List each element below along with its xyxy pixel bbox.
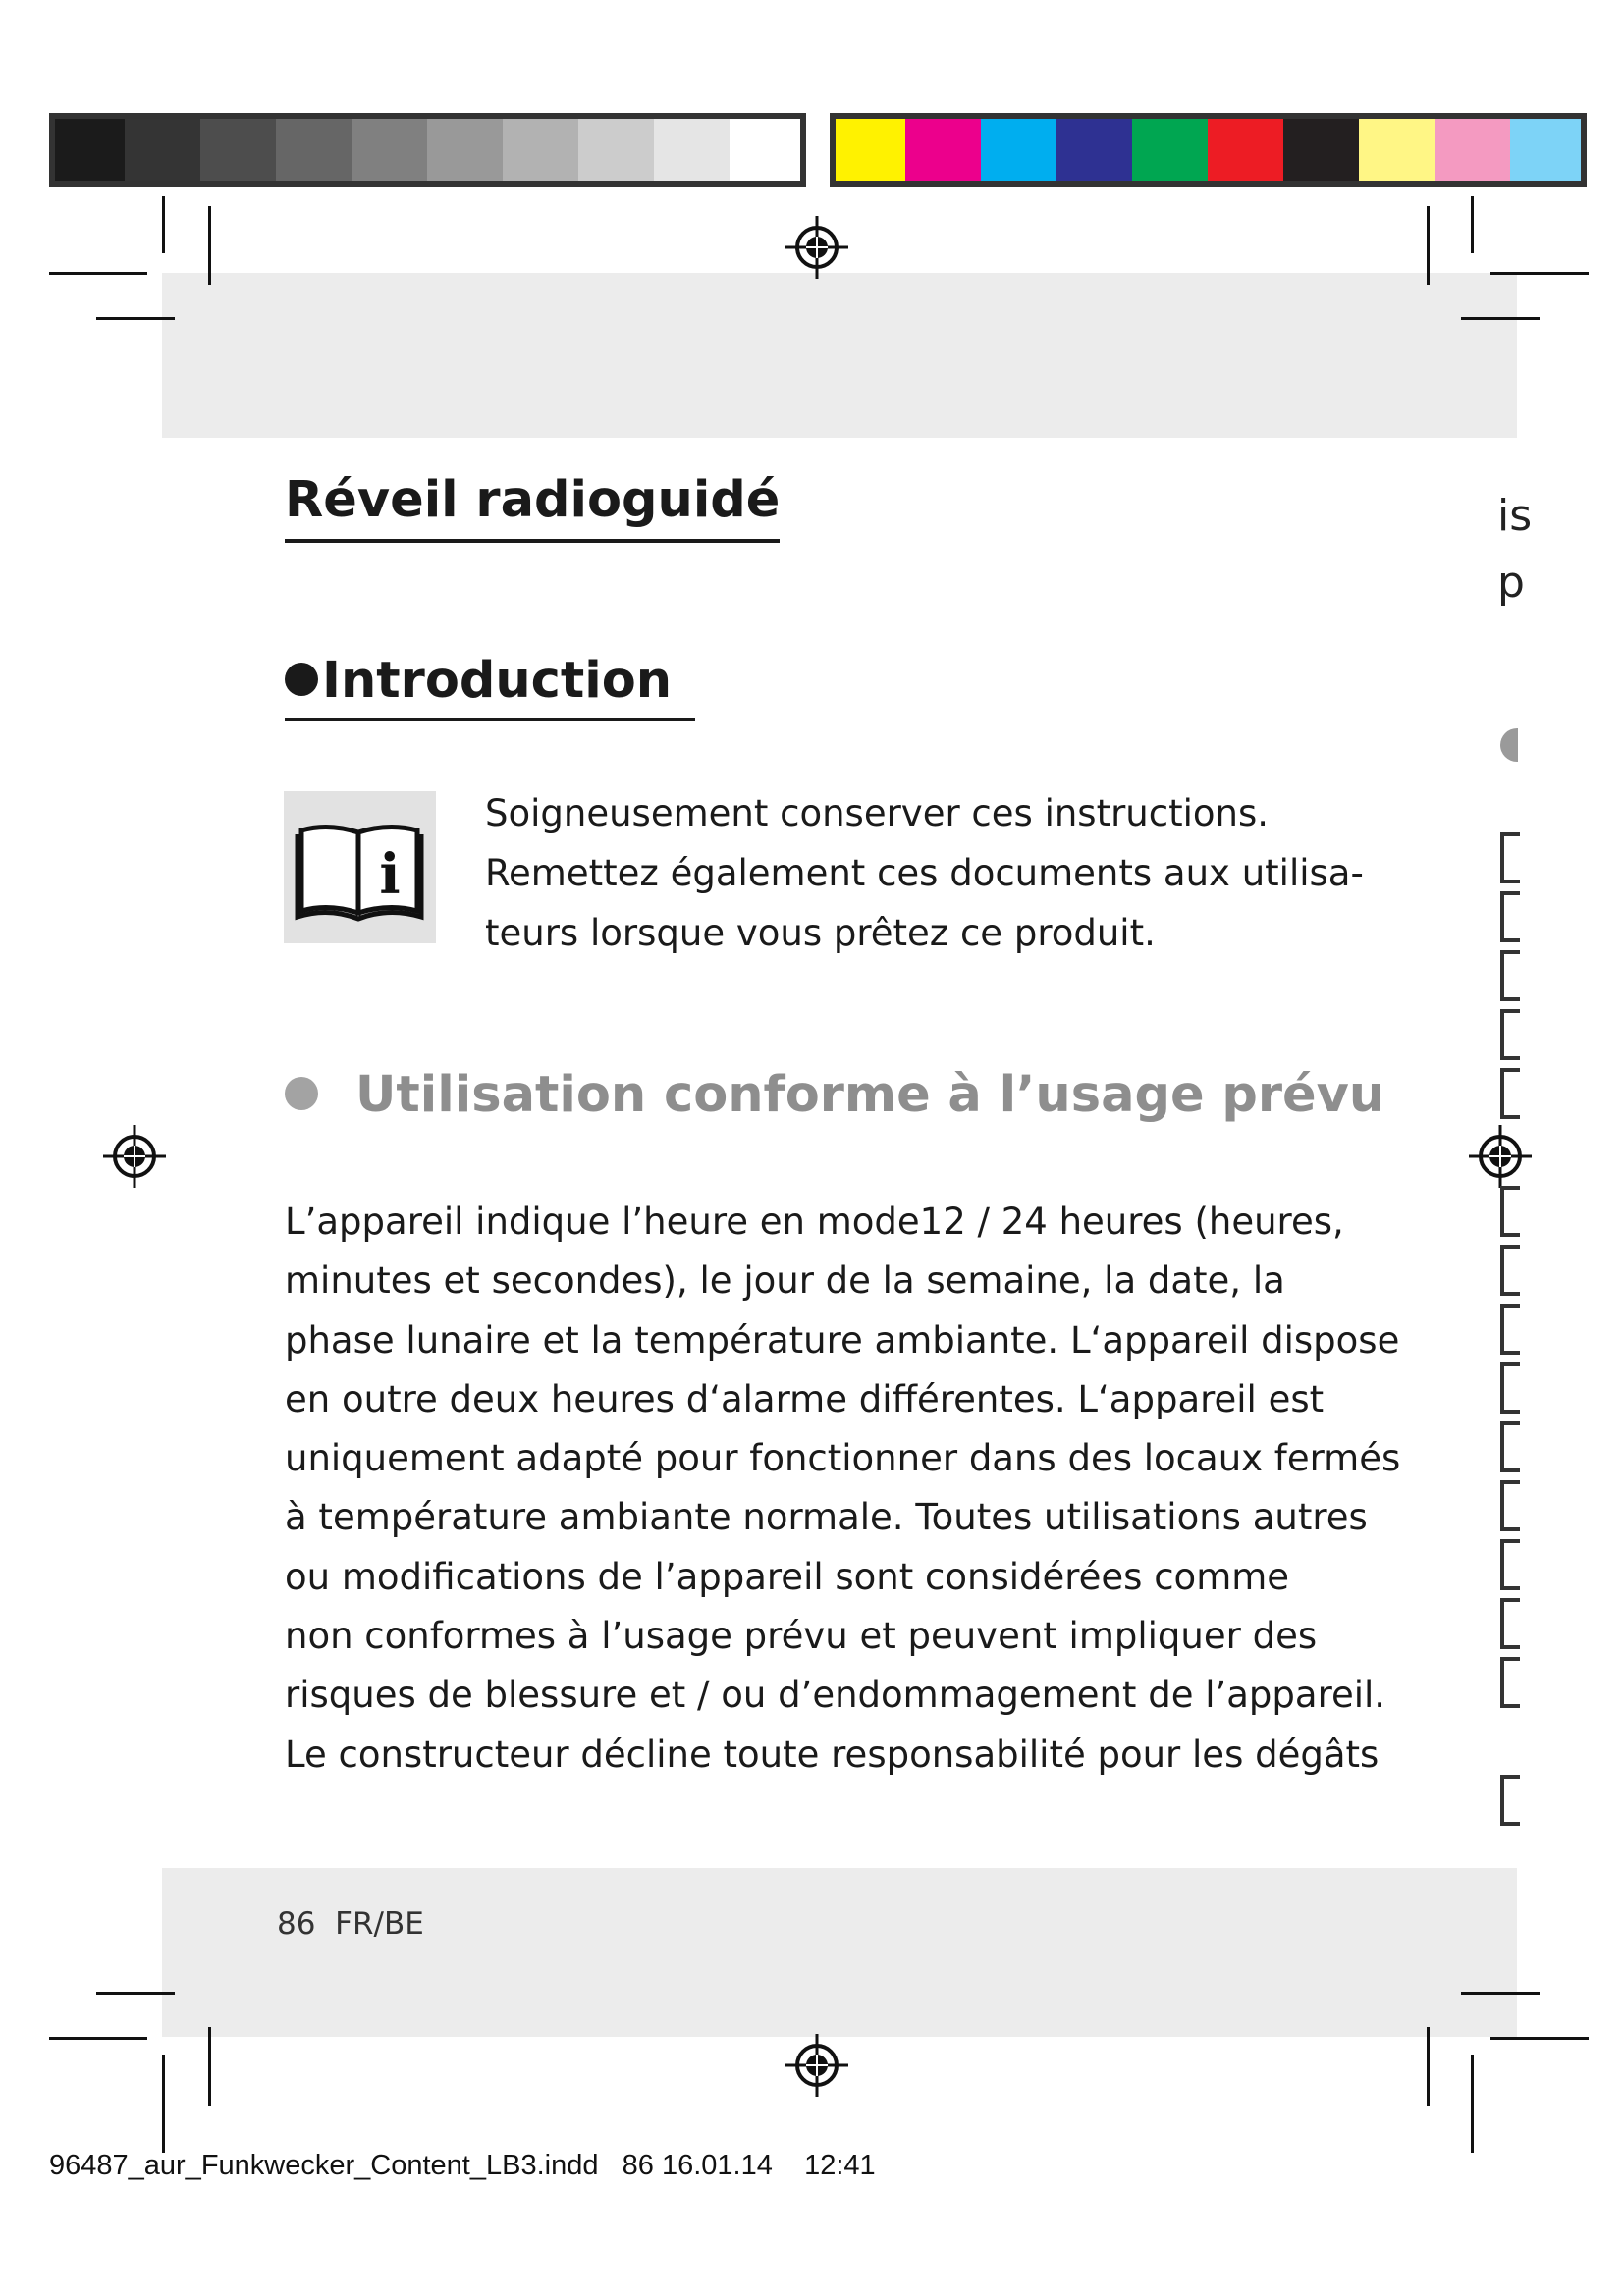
page-locale: FR/BE (335, 1906, 424, 1942)
text-line: risques de blessure et / ou d’endommagement de l’appareil. (285, 1674, 1386, 1717)
crop-mark (96, 317, 175, 320)
grayscale-color-bar (49, 113, 805, 187)
header-band (162, 273, 1517, 438)
color-swatch (1510, 113, 1587, 187)
bullet-icon (285, 1077, 318, 1110)
text-line: phase lunaire et la température ambiante. L‘appareil dispose (285, 1318, 1400, 1362)
text-line: Le constructeur décline toute responsabilité pour les dégâts (285, 1733, 1380, 1776)
introduction-text (485, 783, 1364, 963)
color-swatch (1208, 113, 1284, 187)
color-swatch (503, 113, 579, 187)
next-page-table-cell (1500, 950, 1520, 1001)
text-line: non conformes à l’usage prévu et peuvent impliquer des (285, 1615, 1318, 1658)
crop-mark (1461, 1992, 1540, 1995)
crop-mark (1461, 317, 1540, 320)
crop-mark (96, 1992, 175, 1995)
color-swatch (276, 113, 352, 187)
next-page-table-cell (1500, 1657, 1520, 1708)
registration-mark-icon (785, 2034, 848, 2097)
next-page-table-cell (1500, 1775, 1520, 1826)
text-line: minutes et secondes), le jour de la semaine, la date, la (285, 1259, 1285, 1303)
color-swatch (578, 113, 655, 187)
color-swatch (905, 113, 982, 187)
crop-mark (1490, 2037, 1589, 2040)
process-color-bar (830, 113, 1586, 187)
next-page-table-cell (1500, 1480, 1520, 1531)
text-line: en outre deux heures d‘alarme différentes. L‘appareil est (285, 1377, 1325, 1420)
footer-band (162, 1868, 1517, 2037)
color-swatch (49, 113, 126, 187)
text-line: ou modifications de l’appareil sont considérées comme (285, 1555, 1290, 1598)
color-swatch (1435, 113, 1511, 187)
color-swatch (427, 113, 504, 187)
next-page-table-cell (1500, 891, 1520, 942)
crop-mark (162, 196, 165, 253)
color-swatch (654, 113, 731, 187)
color-swatch (1132, 113, 1209, 187)
text-line: uniquement adapté pour fonctionner dans des locaux fermés (285, 1437, 1401, 1480)
page-folio (277, 1906, 424, 1942)
crop-mark (1427, 206, 1430, 285)
next-page-table-cell (1500, 1009, 1520, 1060)
next-page-table-cell (1500, 1245, 1520, 1296)
text-line: L’appareil indique l’heure en mode12 / 24 heures (heures, (285, 1201, 1344, 1243)
crop-mark (49, 272, 147, 275)
slug-date: 16.01.14 (661, 2150, 773, 2181)
bullet-icon (285, 663, 318, 696)
intended-use-heading-text: Utilisation conforme à l’usage prévu (355, 1066, 1385, 1124)
crop-mark (1490, 272, 1589, 275)
crop-mark (49, 2037, 147, 2040)
text-line: à température ambiante normale. Toutes utilisations autres (285, 1496, 1368, 1539)
intended-use-text (285, 1193, 1400, 1785)
crop-mark (1471, 196, 1474, 253)
next-page-table-cell (1500, 1421, 1520, 1472)
registration-mark-icon (1469, 1125, 1532, 1188)
color-swatch (200, 113, 277, 187)
registration-mark-icon (103, 1125, 166, 1188)
slug-filename: 96487_aur_Funkwecker_Content_LB3.indd (49, 2150, 599, 2181)
slug-time: 12:41 (804, 2150, 876, 2181)
color-swatch (352, 113, 428, 187)
text-line: Remettez également ces documents aux utilisa- (485, 852, 1364, 894)
color-swatch (1283, 113, 1360, 187)
crop-mark (208, 206, 211, 285)
next-page-fragment: is (1497, 491, 1533, 541)
registration-mark-icon (785, 216, 848, 279)
text-line: teurs lorsque vous prêtez ce produit. (485, 912, 1156, 954)
crop-mark (1427, 2027, 1430, 2106)
info-icon-letter: i (379, 842, 401, 907)
color-swatch (830, 113, 906, 187)
slug-page: 86 (622, 2150, 654, 2181)
next-page-table-cell (1500, 1362, 1520, 1414)
color-swatch (1359, 113, 1435, 187)
next-page-table-cell (1500, 1186, 1520, 1237)
crop-mark (162, 2055, 165, 2153)
introduction-heading-text: Introduction (322, 652, 673, 710)
slug-line (49, 2150, 876, 2182)
intended-use-heading (285, 1066, 1384, 1124)
introduction-heading (285, 652, 695, 721)
next-page-bullet-icon (1500, 728, 1518, 762)
crop-mark (1471, 2055, 1474, 2153)
next-page-table-cell (1500, 1068, 1520, 1119)
color-swatch (1056, 113, 1133, 187)
page-number: 86 (277, 1906, 316, 1942)
text-line: Soigneusement conserver ces instructions. (485, 792, 1270, 834)
next-page-table-cell (1500, 832, 1520, 883)
info-book-icon (284, 791, 436, 943)
next-page-fragment: p (1497, 558, 1525, 608)
page-title: Réveil radioguidé (285, 471, 780, 543)
color-swatch (730, 113, 806, 187)
next-page-table-cell (1500, 1304, 1520, 1355)
color-swatch (981, 113, 1057, 187)
next-page-table-cell (1500, 1539, 1520, 1590)
crop-mark (208, 2027, 211, 2106)
color-swatch (125, 113, 201, 187)
next-page-table-cell (1500, 1598, 1520, 1649)
